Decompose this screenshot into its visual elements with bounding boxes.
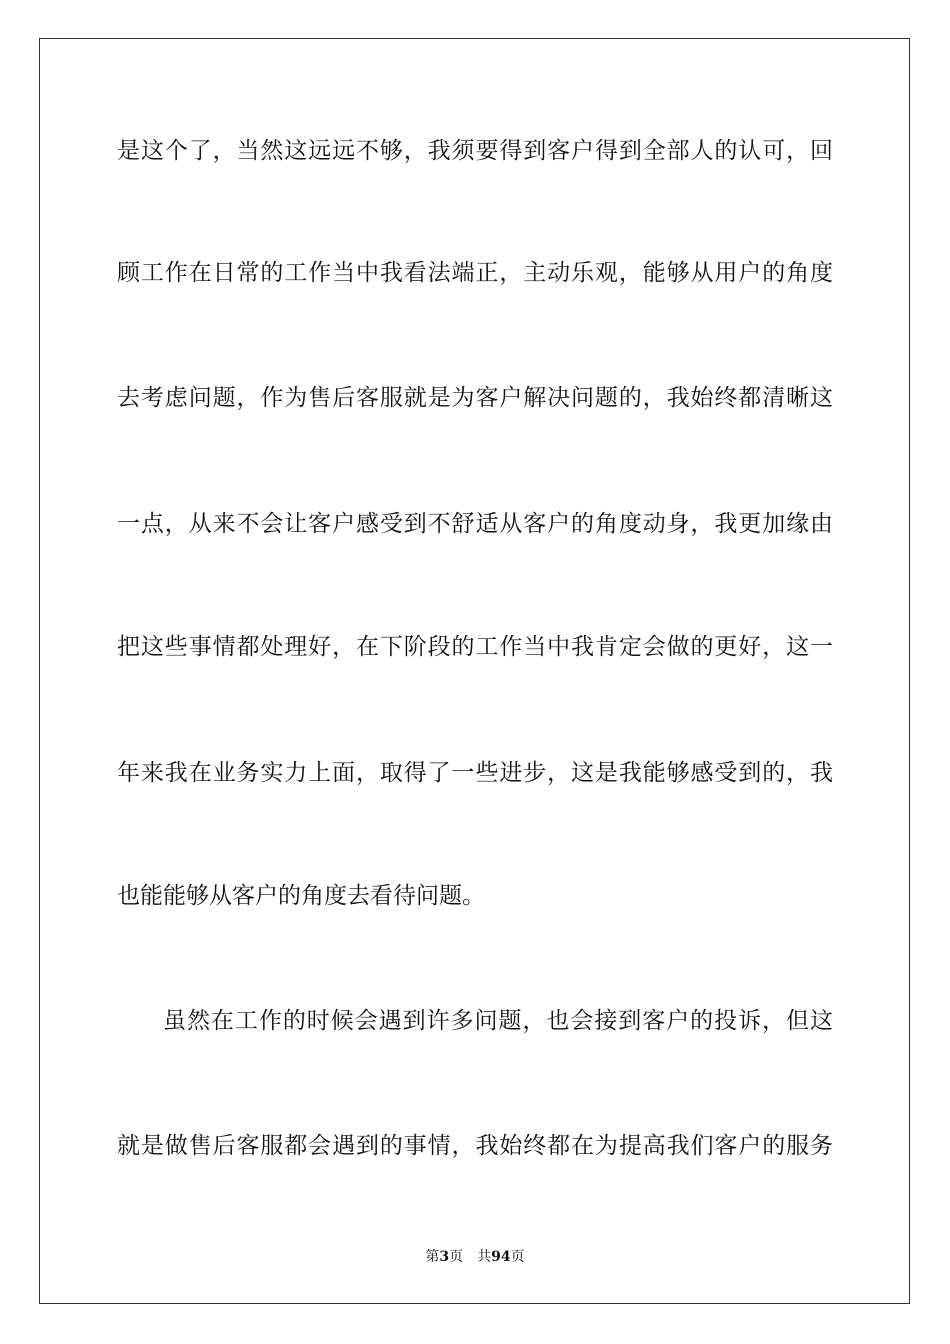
body-line-2: 顾工作在日常的工作当中我看法端正，主动乐观，能够从用户的角度 xyxy=(117,260,833,286)
page-suffix: 页 xyxy=(449,1249,464,1265)
page-border xyxy=(39,38,910,1304)
body-line-4: 一点，从来不会让客户感受到不舒适从客户的角度动身，我更加缘由 xyxy=(117,511,833,537)
body-line-8: 虽然在工作的时候会遇到许多问题，也会接到客户的投诉，但这 xyxy=(163,1008,833,1034)
body-line-1: 是这个了，当然这远远不够，我须要得到客户得到全部人的认可，回 xyxy=(117,138,833,164)
page-prefix: 第 xyxy=(425,1249,440,1265)
total-prefix: 共 xyxy=(477,1249,492,1265)
body-line-6: 年来我在业务实力上面，取得了一些进步，这是我能够感受到的，我 xyxy=(117,760,833,786)
page-number: 3 xyxy=(439,1249,450,1265)
body-line-3: 去考虑问题，作为售后客服就是为客户解决问题的，我始终都清晰这 xyxy=(117,385,833,411)
body-line-9: 就是做售后客服都会遇到的事情，我始终都在为提高我们客户的服务 xyxy=(117,1133,833,1159)
total-suffix: 页 xyxy=(510,1249,525,1265)
total-pages: 94 xyxy=(491,1249,511,1265)
body-line-7: 也能能够从客户的角度去看待问题。 xyxy=(117,883,485,909)
page-footer xyxy=(0,1248,950,1266)
body-line-5: 把这些事情都处理好，在下阶段的工作当中我肯定会做的更好，这一 xyxy=(117,634,833,660)
